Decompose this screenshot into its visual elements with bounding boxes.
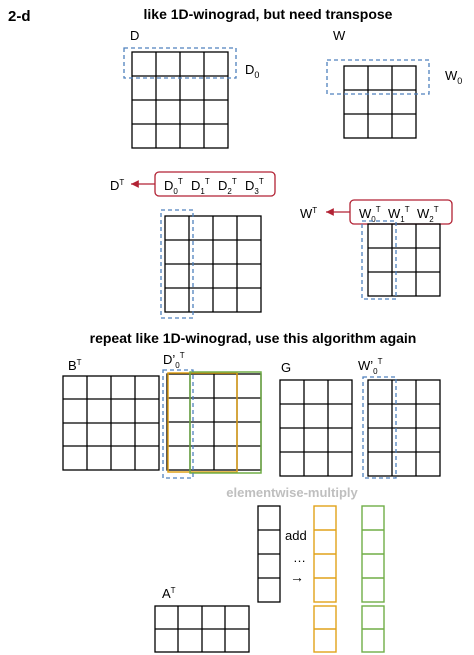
matrix-G: [280, 380, 352, 476]
matrix-W0pT: [368, 380, 440, 476]
label-G: G: [281, 360, 292, 375]
green-column: [362, 506, 384, 602]
matrix-W: [344, 66, 416, 138]
heading-mid: repeat like 1D-winograd, use this algorithm again: [89, 330, 417, 346]
callout-W2T: $W_2^T$: [417, 205, 439, 224]
orange-result: [314, 606, 336, 652]
label-BT: $B^T$: [68, 358, 82, 373]
label-D: D: [130, 28, 140, 43]
matrix-WT: [368, 224, 440, 296]
label-W0: $W_0$: [445, 68, 463, 86]
orange-column: [314, 506, 336, 602]
elementwise-label: elementwise-multiply: [226, 485, 358, 500]
matrix-DT: [165, 216, 261, 312]
callout-W1T: $W_1^T$: [388, 205, 410, 224]
label-AT: $A^T$: [162, 586, 176, 601]
add-label: add: [285, 528, 307, 543]
section-label: 2-d: [8, 8, 31, 25]
callout-W0T: $W_0^T$: [359, 205, 381, 224]
label-D0: $D_0$: [245, 62, 260, 80]
green-result: [362, 606, 384, 652]
heading-top: like 1D-winograd, but need transpose: [143, 6, 393, 22]
matrix-BT: [63, 376, 159, 470]
ellipsis: …: [293, 550, 306, 565]
label-W: W: [333, 28, 346, 43]
callout-D2T: $D_2^T$: [218, 177, 237, 196]
callout-D0T: $D_0^T$: [164, 177, 183, 196]
label-W0pT: $W’_0^T$: [358, 357, 383, 376]
result-column: [258, 506, 280, 602]
callout-D3T: $D_3^T$: [245, 177, 264, 196]
label-D0pT: $D’_0^T$: [163, 351, 185, 370]
arrow-right-icon: →: [290, 569, 304, 585]
matrix-D: [132, 52, 228, 148]
matrix-AT: [155, 606, 249, 652]
matrix-D0pT: [167, 374, 261, 470]
callout-D1T: $D_1^T$: [191, 177, 210, 196]
W0-highlight: [327, 60, 429, 94]
label-WT: $W^T$: [300, 206, 318, 221]
label-DT: $D^T$: [110, 178, 125, 193]
W0T-highlight: [362, 221, 396, 299]
